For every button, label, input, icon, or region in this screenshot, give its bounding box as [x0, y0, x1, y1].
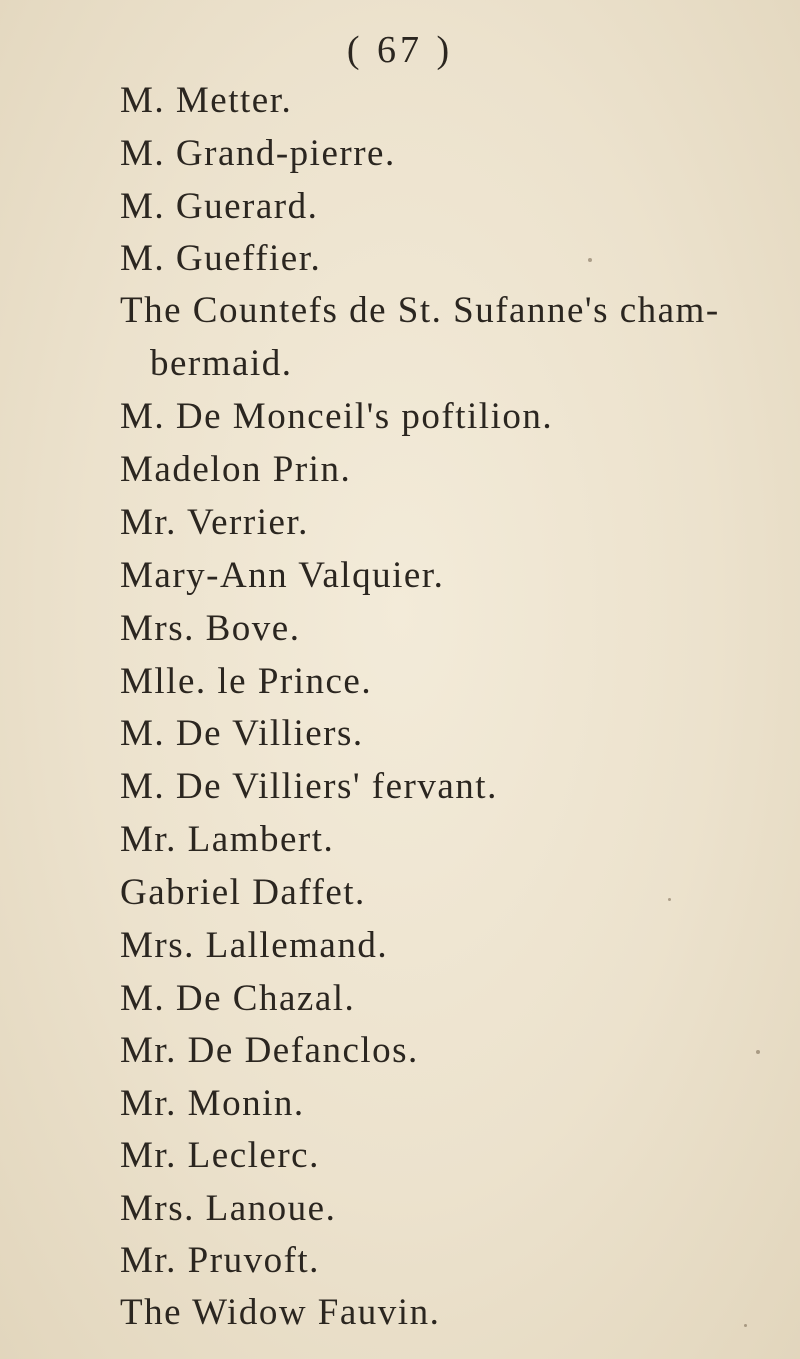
list-item: Mrs. Bove.: [120, 608, 301, 649]
list-item: Gabriel Daffet.: [120, 872, 366, 913]
page-number: ( 67 ): [346, 29, 454, 71]
list-item: Mr. Monin.: [120, 1083, 305, 1124]
list-item: M. De Chazal.: [120, 978, 356, 1019]
list-item: M. Metter.: [120, 80, 293, 121]
list-item: Madelon Prin.: [120, 449, 352, 490]
list-item: Mr. Verrier.: [120, 502, 309, 543]
list-item: Mrs. Lanoue.: [120, 1188, 337, 1229]
list-item: Mr. Pruvoft.: [120, 1240, 320, 1281]
list-item: M. Gueffier.: [120, 238, 322, 279]
list-item: Mlle. le Prince.: [120, 661, 373, 702]
list-item: Mary-Ann Valquier.: [120, 555, 445, 596]
paper-speck: [668, 898, 671, 901]
list-item: The Widow Fauvin.: [120, 1292, 441, 1333]
list-item: M. De Monceil's poftilion.: [120, 396, 554, 437]
list-item-continuation: bermaid.: [150, 343, 293, 384]
list-item: M. Guerard.: [120, 186, 319, 227]
paper-speck: [744, 1324, 747, 1327]
list-item: Mr. De Defanclos.: [120, 1030, 419, 1071]
list-item: Mr. Leclerc.: [120, 1135, 320, 1176]
paper-speck: [756, 1050, 760, 1054]
list-item: Mr. Lambert.: [120, 819, 335, 860]
list-item: M. De Villiers.: [120, 713, 364, 754]
list-item: M. De Villiers' fervant.: [120, 766, 498, 807]
list-item: M. Grand-pierre.: [120, 133, 396, 174]
list-item: Mrs. Lallemand.: [120, 925, 389, 966]
paper-speck: [588, 258, 592, 262]
list-item: The Countefs de St. Sufanne's cham-: [120, 290, 720, 331]
